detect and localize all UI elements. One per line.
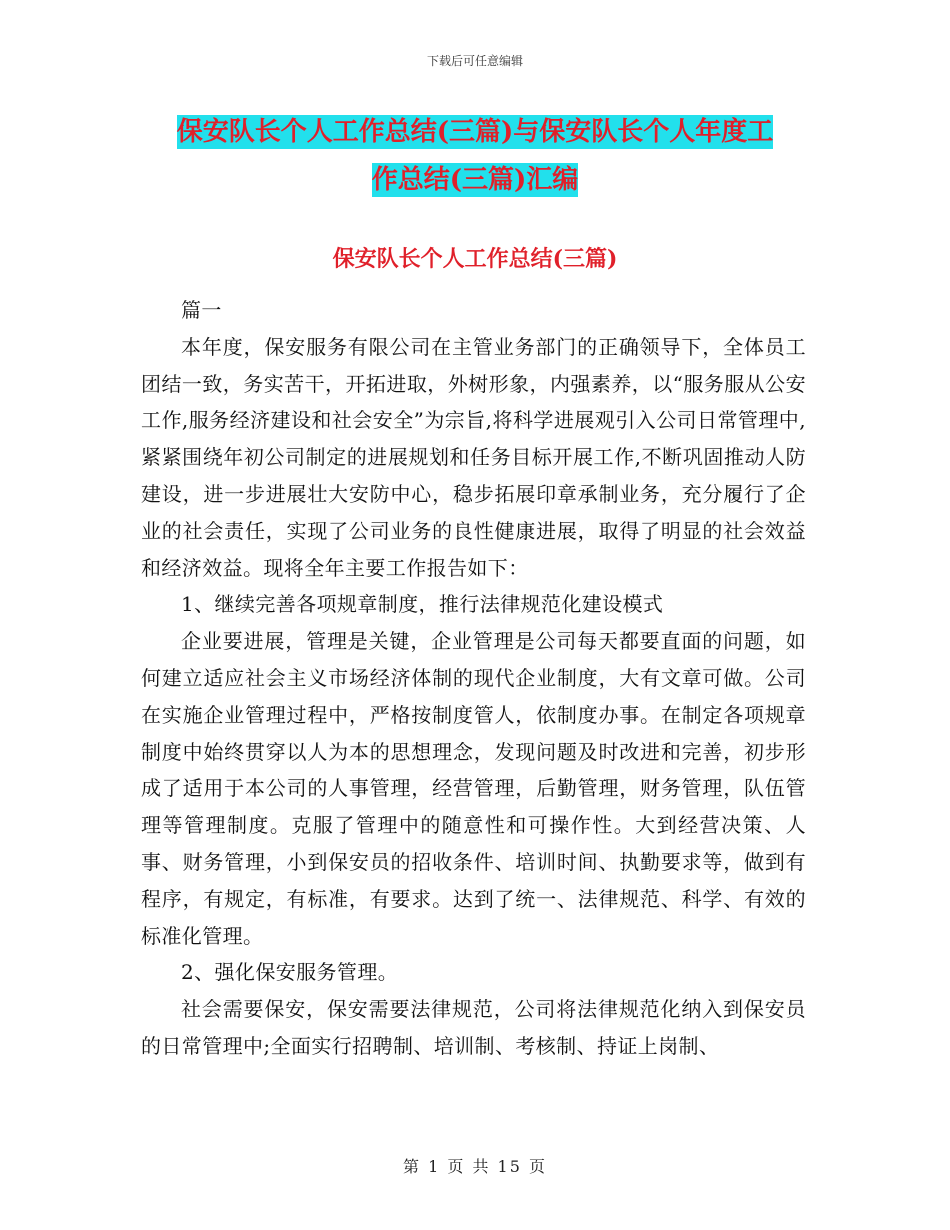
paragraph-management: 企业要进展，管理是关键，企业管理是公司每天都要直面的问题，如何建立适应社会主义市场经济体制的现代企业制度，大有文章可做。公司在实施企业管理过程中，严格按制度管人，依制度办事。在制定各项规章制度中始终贯穿以人为本的思想理念，发现问题及时改进和完善，初步形成了适用于本公司的人事管理，经营管理，后勤管理，财务管理，队伍管理等管理制度。克服了管理中的随意性和可操作性。大到经营决策、人事、财务管理，小到保安员的招收条件、培训时间、执勤要求等，做到有程序，有规定，有标准，有要求。达到了统一、法律规范、科学、有效的标准化管理。 [141, 629, 806, 948]
title-line-1: 保安队长个人工作总结(三篇)与保安队长个人年度工 [176, 117, 774, 147]
paragraph-heading-2: 2、强化保安服务管理。 [181, 960, 399, 985]
paragraph-intro: 本年度，保安服务有限公司在主管业务部门的正确领导下，全体员工团结一致，务实苦干，开拓进取，外树形象，内强素养，以“服务服从公安工作,服务经济建设和社会安全”为宗旨,将科学进展观引入公司日常管理中,紧紧围绕年初公司制定的进展规划和任务目标开展工作,不断巩固推动人防建设，进一步进展壮大安防中心，稳步拓展印章承制业务，充分履行了企业的社会责任，实现了公司业务的良性健康进展，取得了明显的社会效益和经济效益。现将全年主要工作报告如下： [141, 334, 806, 580]
paragraph-heading-1: 1、继续完善各项规章制度，推行法律规范化建设模式 [181, 592, 664, 617]
document-body [141, 292, 806, 1065]
page-number: 第 1 页 共 15 页 [403, 1157, 547, 1176]
paragraph-chapter-label: 篇一 [181, 298, 222, 322]
title-line-2: 作总结(三篇)汇编 [371, 165, 579, 195]
section-title: 保安队长个人工作总结(三篇) [332, 246, 618, 272]
document-title [0, 108, 950, 204]
page-header: 下载后可任意编辑 [426, 54, 523, 68]
paragraph-security-service: 社会需要保安，保安需要法律规范，公司将法律规范化纳入到保安员的日常管理中;全面实行招聘制、培训制、考核制、持证上岗制、 [141, 997, 806, 1058]
